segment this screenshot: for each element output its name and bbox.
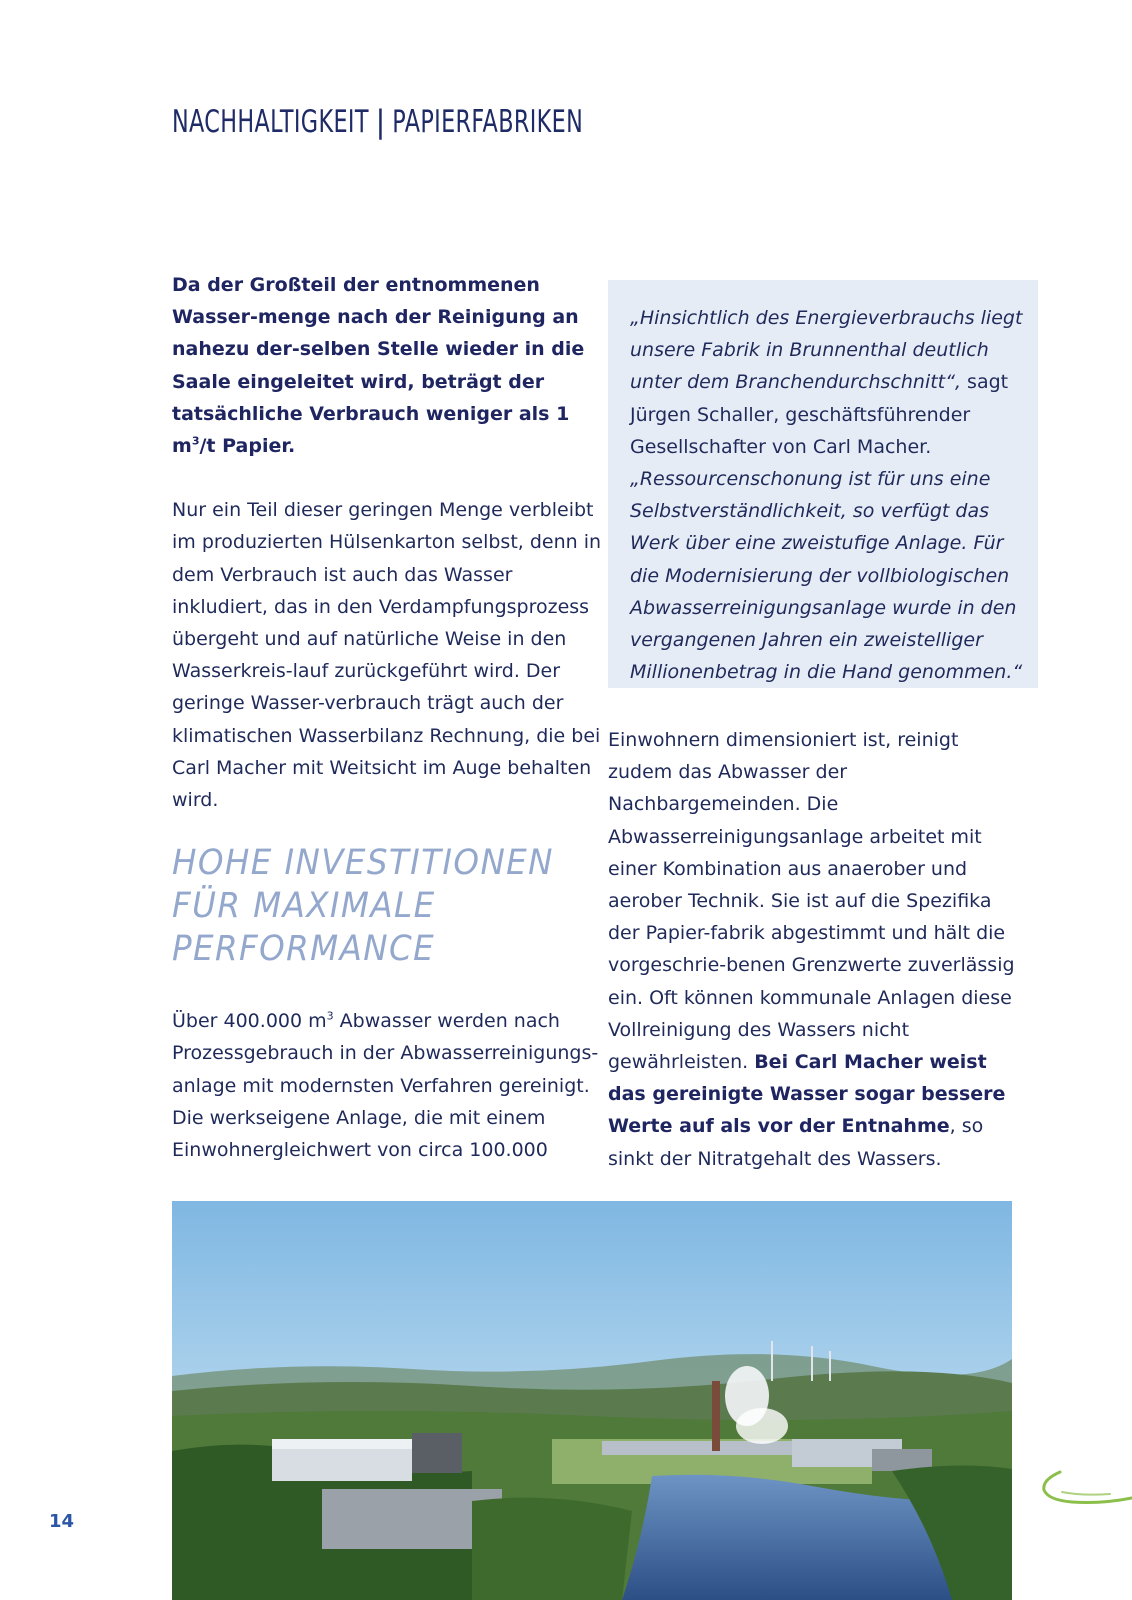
- left-column: [172, 269, 602, 1166]
- lead-text: Da der Großteil der entnommenen Wasser-menge nach der Reinigung an nahezu der-selben Stelle wieder in die Saale eingeleitet wird, beträgt der tatsächliche Verbrauch weniger als 1 m: [172, 274, 585, 458]
- header-section: NACHHALTIGKEIT: [172, 104, 369, 140]
- paragraph2-text: Über 400.000 m: [172, 1010, 327, 1033]
- right-column: [608, 724, 1028, 1175]
- swoosh-logo-icon: [1032, 1466, 1132, 1516]
- quote-attribution: sagt Jürgen Schaller, geschäftsführender Gesellschafter von Carl Macher.: [630, 371, 1009, 458]
- body-paragraph-1: Nur ein Teil dieser geringen Menge verbleibt im produzierten Hülsenkarton selbst, denn in dem Verbrauch ist auch das Wasser inkludiert, das in den Verdampfungsprozess übergeht und auf natürliche Weise in den Wasserkreis-lauf zurückgeführt wird. Der geringe Wasser-verbrauch trägt auch der klimatischen Wasserbilanz Rechnung, die bei Carl Macher mit Weitsicht im Auge behalten wird.: [172, 499, 602, 812]
- lead-text-end: /t Papier.: [199, 435, 296, 458]
- heading-line-2: FÜR MAXIMALE: [172, 886, 436, 927]
- heading-line-3: PERFORMANCE: [172, 929, 436, 970]
- lead-paragraph: [172, 269, 602, 462]
- quote-part-2: „Ressourcenschonung ist für uns eine Selbstverständlichkeit, so verfügt das Werk über eine zweistufige Anlage. Für die Modernisierung der vollbiologischen Abwasserreinigungsanlage wurde in den vergangenen Jahren ein zweistelliger Millionenbetrag in die Hand genommen.“: [630, 468, 1023, 684]
- paragraph2-superscript: 3: [326, 1009, 334, 1023]
- factory-aerial-photo: [172, 1201, 1012, 1600]
- paragraph2-text-end: Abwasser werden nach Prozessgebrauch in der Abwasserreinigungs-anlage mit modernsten Verfahren gereinigt. Die werkseigene Anlage, die mit einem Einwohnergleichwert von circa 100.000: [172, 1010, 599, 1162]
- header-topic: PAPIERFABRIKEN: [392, 104, 584, 140]
- quote-part-1: „Hinsichtlich des Energieverbrauchs liegt unsere Fabrik in Brunnenthal deutlich unter dem Branchendurchschnitt“,: [630, 307, 1023, 394]
- quote-text: [630, 302, 1030, 688]
- right-paragraph: [608, 724, 1028, 1175]
- header-separator: |: [376, 104, 385, 140]
- section-heading: [172, 842, 572, 971]
- page-header: [172, 104, 583, 140]
- lead-superscript: 3: [191, 434, 200, 448]
- heading-line-1: HOHE INVESTITIONEN: [172, 843, 554, 884]
- right-text-end: , so sinkt der Nitratgehalt des Wassers.: [608, 1115, 984, 1170]
- right-text-bold: Bei Carl Macher weist das gereinigte Wasser sogar bessere Werte auf als vor der Entnahme: [608, 1051, 1006, 1138]
- body-paragraph-2: [172, 1005, 602, 1166]
- page-number: 14: [49, 1511, 75, 1532]
- right-text: Einwohnern dimensioniert ist, reinigt zudem das Abwasser der Nachbargemeinden. Die Abwasserreinigungsanlage arbeitet mit einer Kombination aus anaerober und aerober Technik. Sie ist auf die Spezifika der Papier-fabrik abgestimmt und hält die vorgeschrie-benen Grenzwerte zuverlässig ein. Oft können kommunale Anlagen diese Vollreinigung des Wassers nicht gewährleisten.: [608, 729, 1015, 1074]
